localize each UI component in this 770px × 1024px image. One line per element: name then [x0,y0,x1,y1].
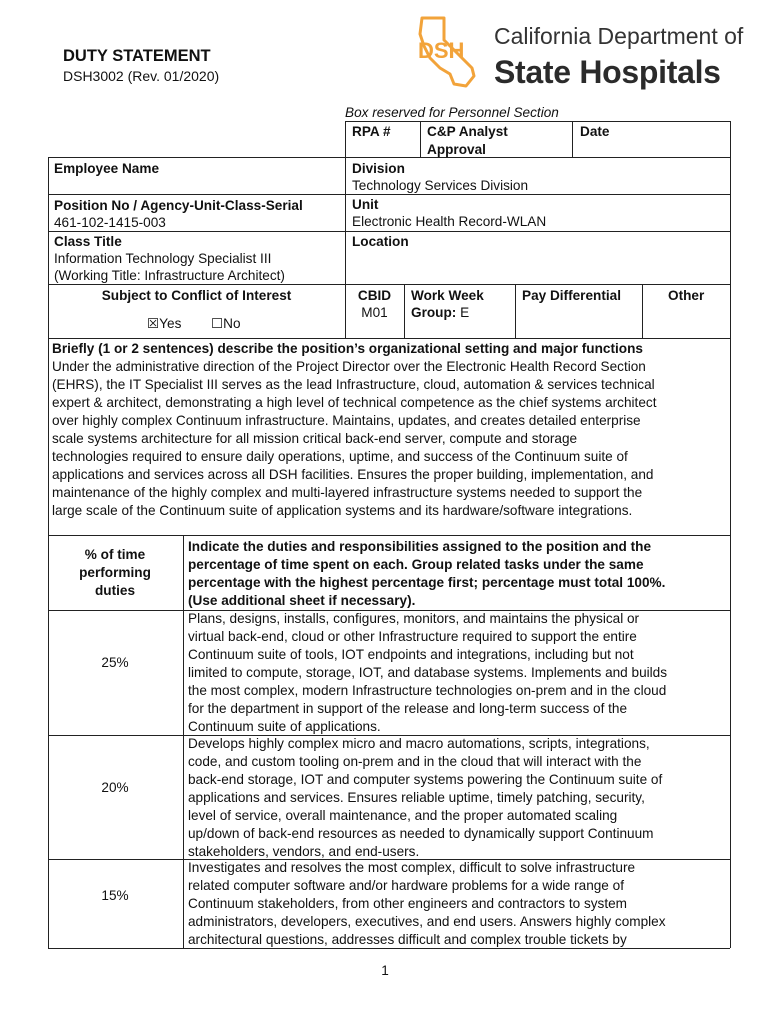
header-line: performing [79,565,151,580]
cp-analyst-label: C&P Analyst [427,124,508,139]
duty-line: up/down of back-end resources as needed to dynamically support Continuum [188,826,654,841]
other-label: Other [668,288,705,303]
percent-time-header [50,546,180,600]
duty-line: code, and custom tooling on-prem and in the cloud that will interact with the [188,754,642,769]
header-line: Indicate the duties and responsibilities assigned to the position and the [188,539,652,554]
duty-line: back-end storage, IOT and computer systems powering the Continuum suite of [188,772,663,787]
logo-mark-text: DSH [418,38,465,63]
summary-line: (EHRS), the IT Specialist III serves as the lead Infrastructure, cloud, automation & services technical [52,377,655,392]
duty-line: Continuum suite of tools, IOT endpoints and integrations, including but not [188,647,634,662]
class-title-value: Information Technology Specialist III [54,251,272,266]
duty-line: the most complex, modern Infrastructure technologies on-prem and in the cloud [188,683,667,698]
summary-line: Under the administrative direction of the Project Director over the Electronic Health Record Section [52,359,646,374]
california-outline-icon [414,16,492,88]
duty-line: limited to compute, storage, IOT, and database systems. Implements and builds [188,665,668,680]
duty-line: architectural questions, addresses difficult and complex trouble tickets by [188,932,627,947]
pay-differential-label: Pay Differential [522,288,621,303]
location-label: Location [352,234,409,249]
header-line: percentage with the highest percentage first; percentage must total 100%. [188,575,666,590]
class-title-label: Class Title [54,234,122,249]
duty-line: stakeholders, vendors, and end-users. [188,844,420,859]
unit-value: Electronic Health Record-WLAN [352,214,547,229]
summary-prompt: Briefly (1 or 2 sentences) describe the position’s organizational setting and major functions [52,341,643,356]
workweek-label: Work Week [411,288,484,303]
duty-line: Plans, designs, installs, configures, monitors, and maintains the physical or [188,611,640,626]
group-label: Group: [411,305,457,320]
workweek-group [411,304,469,322]
header-line: duties [94,583,136,598]
logo-agency-text: State Hospitals [494,54,721,90]
summary-line: applications and services across all DSH facilities. Ensures the proper building, implementation, and [52,467,654,482]
duty-line: virtual back-end, cloud or other Infrastructure required to support the entire [188,629,637,644]
header-line: percentage of time spent on each. Group related tasks under the same [188,557,644,572]
duty-line: related computer software and/or hardware problems for a wide range of [188,878,624,893]
duty-line: Investigates and resolves the most complex, difficult to solve infrastructure [188,860,636,875]
duties-header [188,538,728,610]
duty-percent: 20% [101,780,129,795]
duty-description [188,735,728,861]
form-revision: DSH3002 (Rev. 01/2020) [63,68,220,84]
logo-department-text: California Department of [494,23,744,49]
duty-line: Develops highly complex micro and macro automations, scripts, integrations, [188,736,650,751]
cbid-label: CBID [357,288,392,303]
header-line: % of time [84,547,146,562]
duty-line: level of service, overall maintenance, and the proper automated scaling [188,808,618,823]
dsh-logo [414,16,744,90]
document-title: DUTY STATEMENT [63,47,211,65]
duty-line: administrators, developers, executives, and end users. Answers highly complex [188,914,666,929]
header-line: (Use additional sheet if necessary). [188,593,416,608]
duty-percent: 25% [101,655,129,670]
summary-line: large scale of the Continuum suite of application systems and its hardware/software integrations. [52,503,633,518]
conflict-label: Subject to Conflict of Interest [101,288,292,303]
approval-label: Approval [427,142,486,157]
duty-line: for the department in support of the release and long-term success of the [188,701,628,716]
personnel-box-caption: Box reserved for Personnel Section [345,105,559,120]
conflict-yes-checkbox[interactable]: ☒Yes [147,316,182,331]
summary-line: expert & architect, demonstrating a high level of technical competence as the chief systems architect [52,395,657,410]
conflict-no-checkbox[interactable]: ☐No [211,316,241,331]
employee-name-label: Employee Name [54,161,160,176]
rpa-label: RPA # [352,124,391,139]
division-value: Technology Services Division [352,178,529,193]
position-summary [52,340,732,520]
summary-line: maintenance of the highly complex and multi-layered infrastructure systems needed to support the [52,485,643,500]
summary-line: over highly complex Continuum infrastructure. Maintains, updates, and creates detailed enterprise [52,413,641,428]
cbid-value: M01 [361,305,388,320]
unit-label: Unit [352,197,379,212]
page-number: 1 [381,963,389,978]
position-label: Position No / Agency-Unit-Class-Serial [54,198,303,213]
duty-percent: 15% [101,888,129,903]
date-label: Date [580,124,610,139]
summary-line: technologies required to ensure daily operations, uptime, and success of the Continuum suite of [52,449,628,464]
duty-line: Continuum suite of applications. [188,719,381,734]
position-value: 461-102-1415-003 [54,215,166,230]
group-value: E [460,305,470,320]
summary-line: scale systems architecture for all mission critical back-end server, compute and storage [52,431,578,446]
duty-line: applications and services. Ensures reliable uptime, timely patching, security, [188,790,645,805]
duty-line: Continuum stakeholders, from other engineers and contractors to system [188,896,627,911]
working-title: (Working Title: Infrastructure Architect) [54,268,285,283]
duty-description [188,610,728,736]
division-label: Division [352,161,405,176]
duty-description [188,859,728,949]
